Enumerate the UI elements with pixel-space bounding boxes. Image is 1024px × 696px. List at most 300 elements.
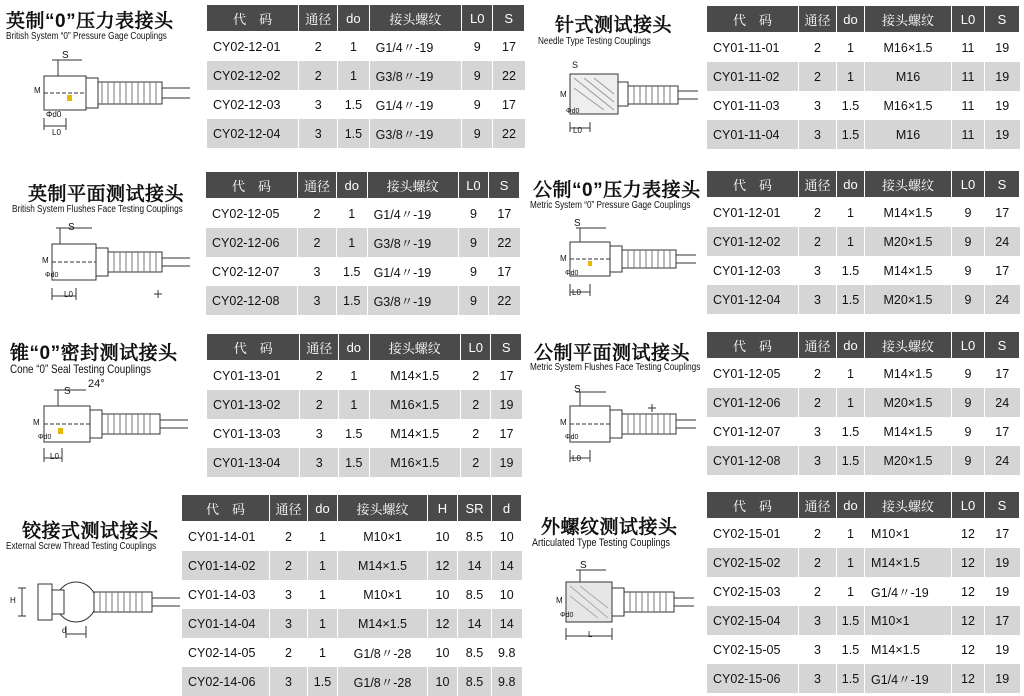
header-bore: 通径 <box>799 332 837 359</box>
cell: 9 <box>952 359 985 389</box>
dim-label-s: S <box>580 560 587 571</box>
header-do: do <box>837 332 865 359</box>
cell: M14×1.5 <box>338 609 428 638</box>
cell: 1.5 <box>338 90 369 119</box>
table-row <box>206 286 520 315</box>
cell: 9 <box>952 198 985 228</box>
table-row <box>207 119 525 148</box>
cell: 9 <box>458 228 489 257</box>
table-header-row <box>707 332 1020 359</box>
cell-code: CY02-12-05 <box>206 199 298 229</box>
cell: 1.5 <box>837 120 865 149</box>
cell: 9 <box>462 32 493 62</box>
cell: 2 <box>799 359 837 389</box>
cell: 2 <box>270 522 308 552</box>
spec-table <box>206 4 525 148</box>
cell: 1.5 <box>336 286 367 315</box>
cell: 2 <box>799 227 837 256</box>
cell: 22 <box>493 119 525 148</box>
cell: G1/4〃-19 <box>865 664 952 693</box>
cell: 2 <box>799 577 837 606</box>
header-code: 代 码 <box>707 6 799 33</box>
header-bore: 通径 <box>799 6 837 33</box>
cell: G1/4〃-19 <box>369 32 461 62</box>
cell: M14×1.5 <box>369 419 460 448</box>
dim-label-m: M <box>560 90 567 99</box>
dim-label-s: S <box>574 218 581 229</box>
header-bore: 通径 <box>299 5 338 32</box>
cell: 3 <box>300 419 339 448</box>
cell-code: CY01-13-04 <box>207 448 300 477</box>
table-row <box>707 227 1020 256</box>
table-row <box>206 228 520 257</box>
cell: 10 <box>428 667 458 696</box>
cell: 17 <box>491 361 522 391</box>
header-bore: 通径 <box>298 172 337 199</box>
cell: 1 <box>837 198 865 228</box>
cell: M10×1 <box>865 519 952 549</box>
dim-label-l0: L0 <box>573 126 582 135</box>
cell: 2 <box>460 361 490 391</box>
dim-label-m: M <box>33 418 40 427</box>
cell-code: CY01-12-06 <box>707 388 799 417</box>
cell: 8.5 <box>458 580 492 609</box>
cell-code: CY01-12-02 <box>707 227 799 256</box>
dim-label-l0: L0 <box>572 288 581 297</box>
cell: 11 <box>952 91 985 120</box>
cell: M14×1.5 <box>369 361 460 391</box>
cell: 1 <box>308 638 338 667</box>
table-header-row <box>207 5 525 32</box>
cell: 8.5 <box>458 522 492 552</box>
cell: 3 <box>799 120 837 149</box>
header-do: do <box>338 5 369 32</box>
cell: 9 <box>952 417 985 446</box>
cell-code: CY01-11-03 <box>707 91 799 120</box>
cell: 1.5 <box>837 664 865 693</box>
cell: 19 <box>985 33 1020 63</box>
cell: 3 <box>799 285 837 314</box>
cell: 2 <box>299 61 338 90</box>
cell-code: CY02-14-06 <box>182 667 270 696</box>
cell: 2 <box>298 228 337 257</box>
cell: 1 <box>837 359 865 389</box>
cell: 8.5 <box>458 638 492 667</box>
cell: 1 <box>308 609 338 638</box>
cell: M10×1 <box>338 522 428 552</box>
cell: 2 <box>799 33 837 63</box>
table-row <box>707 577 1020 606</box>
cell: M16×1.5 <box>865 33 952 63</box>
dim-label-s: S <box>64 386 71 397</box>
cell: 1 <box>837 388 865 417</box>
section-title-en: Metric System Flushes Face Testing Couplings <box>530 362 701 373</box>
cell-code: CY02-12-02 <box>207 61 299 90</box>
cell: G3/8〃-19 <box>369 119 461 148</box>
spec-table <box>706 5 1020 149</box>
table-row <box>707 519 1020 549</box>
table-row <box>182 551 522 580</box>
header-do: do <box>339 334 369 361</box>
cell: 12 <box>952 519 985 549</box>
cell: 9 <box>458 257 489 286</box>
cell: 24 <box>985 285 1020 314</box>
header-code: 代 码 <box>207 334 300 361</box>
cell: 3 <box>799 417 837 446</box>
cell: 1.5 <box>308 667 338 696</box>
header-thread: 接头螺纹 <box>865 6 952 33</box>
cell-code: CY01-12-04 <box>707 285 799 314</box>
cell-code: CY01-11-04 <box>707 120 799 149</box>
spec-table <box>706 331 1020 475</box>
coupling-drawing <box>14 560 184 644</box>
cell-code: CY02-15-04 <box>707 606 799 635</box>
cell: 2 <box>460 419 490 448</box>
cell: 17 <box>489 257 520 286</box>
cell: 2 <box>799 198 837 228</box>
cell-code: CY01-14-03 <box>182 580 270 609</box>
cell: M16×1.5 <box>369 390 460 419</box>
spec-table <box>706 170 1020 314</box>
dim-label-h: H <box>10 596 16 605</box>
spec-table <box>181 494 522 696</box>
section-title-en: British System Flushes Face Testing Couplings <box>12 204 183 215</box>
cell: 1.5 <box>837 417 865 446</box>
dim-label-s: S <box>62 50 69 61</box>
cell: 2 <box>270 638 308 667</box>
table-row <box>207 448 522 477</box>
cell: G3/8〃-19 <box>367 228 458 257</box>
cell: G3/8〃-19 <box>369 61 461 90</box>
spec-table <box>706 491 1020 693</box>
cell-code: CY01-13-02 <box>207 390 300 419</box>
table-row <box>207 90 525 119</box>
header-thread: 接头螺纹 <box>367 172 458 199</box>
section-title-en: Cone “0” Seal Testing Couplings <box>10 362 151 376</box>
cell-code: CY01-11-01 <box>707 33 799 63</box>
dim-label-d0: Φd0 <box>566 108 580 115</box>
cell-code: CY01-12-08 <box>707 446 799 475</box>
table-row <box>707 91 1020 120</box>
cell: 10 <box>492 580 522 609</box>
table-row <box>707 635 1020 664</box>
table-row <box>182 580 522 609</box>
section-title-zh: 外螺纹测试接头 <box>541 517 678 538</box>
cell: 1.5 <box>837 446 865 475</box>
cell: M14×1.5 <box>865 548 952 577</box>
cell-code: CY02-14-05 <box>182 638 270 667</box>
cell: 17 <box>493 90 525 119</box>
cell: 1.5 <box>339 448 369 477</box>
dim-label-d: d <box>62 626 67 635</box>
header-s: S <box>985 6 1020 33</box>
cell-code: CY02-15-03 <box>707 577 799 606</box>
header-code: 代 码 <box>207 5 299 32</box>
dim-label-d0: Φd0 <box>565 270 579 277</box>
header-code: 代 码 <box>707 332 799 359</box>
cell-code: CY01-13-01 <box>207 361 300 391</box>
header-s: S <box>985 492 1020 519</box>
header-h: H <box>428 495 458 522</box>
section-title-zh: 公制平面测试接头 <box>534 343 691 364</box>
cell: 2 <box>300 361 339 391</box>
header-l0: L0 <box>462 5 493 32</box>
table-row <box>707 256 1020 285</box>
dim-label-l0: L0 <box>52 128 61 137</box>
table-row <box>707 417 1020 446</box>
cell: 10 <box>428 580 458 609</box>
cell: M16 <box>865 62 952 91</box>
cell: 1 <box>308 551 338 580</box>
cell: M10×1 <box>338 580 428 609</box>
cell: 19 <box>491 390 522 419</box>
cell: 9 <box>458 286 489 315</box>
cell: M16×1.5 <box>369 448 460 477</box>
cell: 1 <box>837 519 865 549</box>
section-title-en: Metric System “0” Pressure Gage Couplings <box>530 200 691 211</box>
cell: 3 <box>799 664 837 693</box>
spec-table <box>206 333 522 477</box>
cell: 19 <box>985 120 1020 149</box>
cell: 22 <box>493 61 525 90</box>
cell: 2 <box>270 551 308 580</box>
table-header-row <box>707 492 1020 519</box>
coupling-drawing <box>546 560 696 644</box>
cell: M20×1.5 <box>865 285 952 314</box>
cell: 17 <box>493 32 525 62</box>
header-bore: 通径 <box>799 492 837 519</box>
cell: 14 <box>458 551 492 580</box>
cell: 12 <box>952 635 985 664</box>
cell: 24 <box>985 388 1020 417</box>
section-title-en: Needle Type Testing Couplings <box>538 36 651 47</box>
header-do: do <box>308 495 338 522</box>
header-thread: 接头螺纹 <box>338 495 428 522</box>
dim-label-s: S <box>68 222 75 233</box>
table-row <box>207 32 525 62</box>
coupling-drawing <box>548 378 698 468</box>
table-row <box>206 199 520 229</box>
cell: 1.5 <box>837 606 865 635</box>
table-row <box>707 606 1020 635</box>
cell: 1 <box>837 33 865 63</box>
cell: 9 <box>462 119 493 148</box>
cell: 19 <box>985 62 1020 91</box>
cell: 3 <box>799 606 837 635</box>
cell: 17 <box>489 199 520 229</box>
cell: 1 <box>336 228 367 257</box>
dim-label-l: L <box>588 630 593 639</box>
table-row <box>207 361 522 391</box>
cell: M16×1.5 <box>865 91 952 120</box>
cell: M16 <box>865 120 952 149</box>
cell: 9 <box>952 285 985 314</box>
header-do: do <box>837 6 865 33</box>
dim-label-m: M <box>556 596 563 605</box>
cell: 2 <box>799 519 837 549</box>
header-s: S <box>985 332 1020 359</box>
cell-code: CY02-15-02 <box>707 548 799 577</box>
cell: G1/8〃-28 <box>338 667 428 696</box>
cell: 1 <box>837 548 865 577</box>
table-row <box>182 638 522 667</box>
header-code: 代 码 <box>206 172 298 199</box>
cell: 12 <box>428 609 458 638</box>
header-l0: L0 <box>952 171 985 198</box>
table-row <box>707 33 1020 63</box>
header-do: do <box>837 171 865 198</box>
cell-code: CY01-12-07 <box>707 417 799 446</box>
cell-code: CY01-12-05 <box>707 359 799 389</box>
cell: 3 <box>298 286 337 315</box>
cell: 24 <box>985 446 1020 475</box>
cell: 17 <box>985 198 1020 228</box>
table-header-row <box>207 334 522 361</box>
cell: 11 <box>952 33 985 63</box>
cell-code: CY02-12-07 <box>206 257 298 286</box>
header-s: S <box>985 171 1020 198</box>
table-header-row <box>182 495 522 522</box>
cell: 2 <box>460 448 490 477</box>
section-title-zh: 铰接式测试接头 <box>22 521 159 542</box>
table-row <box>206 257 520 286</box>
cell: 10 <box>428 522 458 552</box>
cell: 1 <box>338 61 369 90</box>
cell: 9 <box>462 90 493 119</box>
cell: 3 <box>799 256 837 285</box>
cell: 17 <box>985 606 1020 635</box>
cell-code: CY02-12-03 <box>207 90 299 119</box>
section-title-zh: 锥“0”密封测试接头 <box>10 343 178 364</box>
section-title-zh: 英制“0”压力表接头 <box>6 11 174 32</box>
cell: 8.5 <box>458 667 492 696</box>
table-row <box>207 390 522 419</box>
cell: 1 <box>308 522 338 552</box>
table-row <box>207 61 525 90</box>
header-bore: 通径 <box>270 495 308 522</box>
cell: 12 <box>952 548 985 577</box>
cell: M14×1.5 <box>865 256 952 285</box>
cell: G1/4〃-19 <box>865 577 952 606</box>
cell: 14 <box>492 609 522 638</box>
cell: 22 <box>489 286 520 315</box>
cell: 3 <box>799 635 837 664</box>
cell: 12 <box>952 606 985 635</box>
header-code: 代 码 <box>707 492 799 519</box>
cell: 9 <box>952 388 985 417</box>
table-header-row <box>206 172 520 199</box>
table-row <box>707 446 1020 475</box>
cell: 3 <box>799 446 837 475</box>
cell: 1 <box>308 580 338 609</box>
cell: 12 <box>952 577 985 606</box>
cell-code: CY01-14-04 <box>182 609 270 638</box>
table-row <box>707 388 1020 417</box>
cell: 1.5 <box>338 119 369 148</box>
dim-label-s: S <box>574 384 581 395</box>
header-l0: L0 <box>460 334 490 361</box>
cell: 9 <box>462 61 493 90</box>
header-code: 代 码 <box>707 171 799 198</box>
cell: 17 <box>985 359 1020 389</box>
cell: 2 <box>300 390 339 419</box>
cell: 10 <box>492 522 522 552</box>
cell: 19 <box>985 635 1020 664</box>
cell: M14×1.5 <box>865 359 952 389</box>
table-row <box>182 667 522 696</box>
section-title-zh: 英制平面测试接头 <box>28 184 185 205</box>
dim-label-l0: L0 <box>572 454 581 463</box>
header-thread: 接头螺纹 <box>865 332 952 359</box>
cell: 14 <box>458 609 492 638</box>
cell: 19 <box>985 548 1020 577</box>
cell: 9.8 <box>492 667 522 696</box>
coupling-drawing <box>22 48 192 138</box>
header-l0: L0 <box>952 492 985 519</box>
cell: 17 <box>985 519 1020 549</box>
dim-label-d0: Φd0 <box>560 612 574 619</box>
dim-label-d0: Φd0 <box>45 272 59 279</box>
dim-label-l0: L0 <box>64 290 73 299</box>
cell: 2 <box>799 388 837 417</box>
cell: 2 <box>799 62 837 91</box>
cell: 1 <box>837 577 865 606</box>
cell: 9 <box>952 227 985 256</box>
cell: 3 <box>270 580 308 609</box>
header-thread: 接头螺纹 <box>865 171 952 198</box>
cell: 17 <box>985 417 1020 446</box>
cell: 1.5 <box>339 419 369 448</box>
table-row <box>707 198 1020 228</box>
dim-label-l0: L0 <box>50 452 59 461</box>
header-sr: SR <box>458 495 492 522</box>
coupling-drawing <box>22 382 192 468</box>
cell: M20×1.5 <box>865 446 952 475</box>
section-title-en: British System “0” Pressure Gage Couplings <box>6 31 167 42</box>
header-s: S <box>489 172 520 199</box>
section-title-en: External Screw Thread Testing Couplings <box>6 541 157 552</box>
cell: 9 <box>952 446 985 475</box>
table-header-row <box>707 6 1020 33</box>
cell: 17 <box>985 256 1020 285</box>
cell: M14×1.5 <box>865 417 952 446</box>
cell-code: CY01-11-02 <box>707 62 799 91</box>
cell-code: CY02-12-01 <box>207 32 299 62</box>
dim-label-m: M <box>560 254 567 263</box>
header-d: d <box>492 495 522 522</box>
cell: 9 <box>952 256 985 285</box>
cell: 11 <box>952 62 985 91</box>
cell: 12 <box>428 551 458 580</box>
header-bore: 通径 <box>300 334 339 361</box>
table-row <box>182 522 522 552</box>
dim-label-angle: 24° <box>88 378 105 390</box>
cell-code: CY01-12-01 <box>707 198 799 228</box>
cell: 1 <box>339 361 369 391</box>
cell: 1 <box>339 390 369 419</box>
section-title-zh: 公制“0”压力表接头 <box>533 180 701 201</box>
dim-label-m: M <box>34 86 41 95</box>
cell-code: CY02-12-06 <box>206 228 298 257</box>
dim-label-d0: Φd0 <box>46 110 62 119</box>
cell: 3 <box>270 667 308 696</box>
table-row <box>707 285 1020 314</box>
cell: 10 <box>428 638 458 667</box>
header-do: do <box>336 172 367 199</box>
cell: 3 <box>299 119 338 148</box>
cell: 14 <box>492 551 522 580</box>
cell-code: CY02-15-05 <box>707 635 799 664</box>
